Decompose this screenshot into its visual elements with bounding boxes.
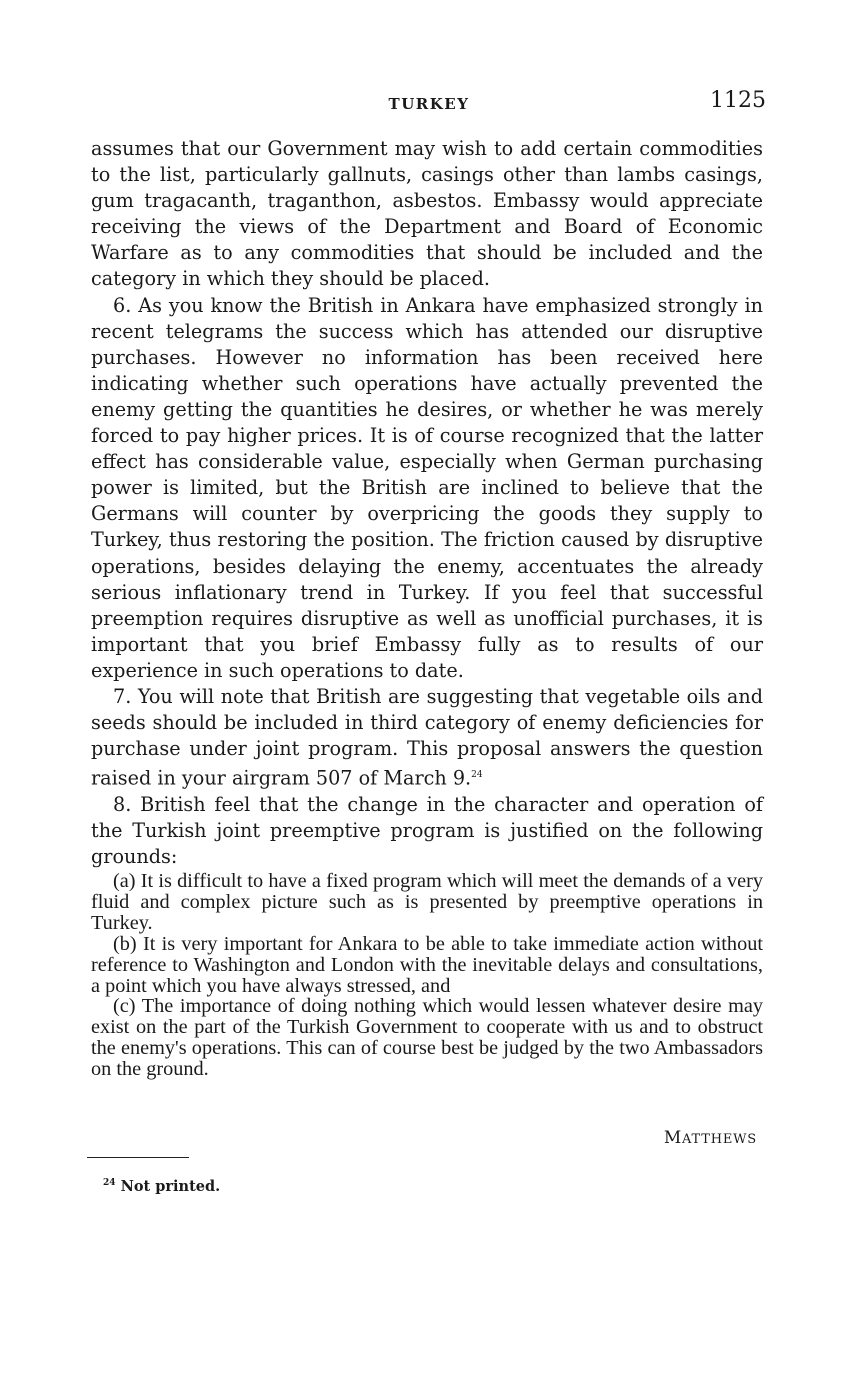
signature (664, 1128, 757, 1148)
ground-text: The importance of doing nothing which would lessen whatever desire may exist on the part of the Turkish Government to cooperate with us and to obstruct the enemy's operations. This can of course best be judged by the two Ambassadors on the ground. (91, 995, 763, 1081)
ground-item (91, 996, 763, 1080)
grounds-list (91, 871, 763, 1080)
running-title: TURKEY (388, 95, 470, 113)
footnote-number: 24 (103, 1178, 116, 1189)
paragraph-continuation: assumes that our Government may wish to add certain commodities to the list, particularly gallnuts, casings other than lambs casings, gum tragacanth, traganthon, asbestos. Embassy would appreciate receiving the views of the Department and Board of Economic Warfare as to any commodities that should be included and the category in which they should be placed. (91, 137, 763, 291)
paragraph-8: 8. British feel that the change in the character and operation of the Turkish joint preemptive program is justified on the following grounds: (91, 792, 763, 868)
footnote-reference: 24 (471, 770, 483, 781)
paragraph-7 (91, 684, 763, 792)
page-number: 1125 (710, 88, 766, 113)
ground-marker: (a) (113, 870, 136, 892)
paragraph-6: 6. As you know the British in Ankara have emphasized strongly in recent telegrams the success which has attended our disruptive purchases. However no information has been received here indicating whether such operations have actually prevented the enemy getting the quantities he desires, or whether he was merely forced to pay higher prices. It is of course recognized that the latter effect has considerable value, especially when German purchasing power is limited, but the British are inclined to believe that the Germans will counter by overpricing the goods they supply to Turkey, thus restoring the position. The friction caused by disruptive operations, besides delaying the enemy, accentuates the already serious inflationary trend in Turkey. If you feel that successful preemption requires disruptive as well as unofficial purchases, it is important that you brief Embassy fully as to results of our experience in such operations to date. (91, 293, 763, 682)
ground-item (91, 934, 763, 997)
footnote-text: Not printed. (120, 1178, 221, 1195)
ground-marker: (b) (113, 932, 137, 955)
body-text (91, 136, 763, 870)
running-header (92, 88, 766, 122)
ground-item (91, 871, 763, 934)
signature-initial: M (663, 1128, 683, 1148)
ground-text: It is difficult to have a fixed program which will meet the demands of a very fluid and complex picture such as is presented by preemptive operations in Turkey. (91, 870, 763, 934)
paragraph-7-text: 7. You will note that British are suggesting that vegetable oils and seeds should be included in third category of enemy deficiencies for purchase under joint program. This proposal answers the question raised in your airgram 507 of March 9. (91, 684, 763, 790)
ground-marker: (c) (113, 995, 136, 1018)
ground-text: It is very important for Ankara to be able to take immediate action without reference to Washington and London with the inevitable delays and consultations, a point which you have always stressed, and (91, 932, 763, 997)
footnote-divider (87, 1157, 189, 1158)
footnote (103, 1178, 220, 1195)
signature-rest: ATTHEWS (682, 1132, 757, 1147)
